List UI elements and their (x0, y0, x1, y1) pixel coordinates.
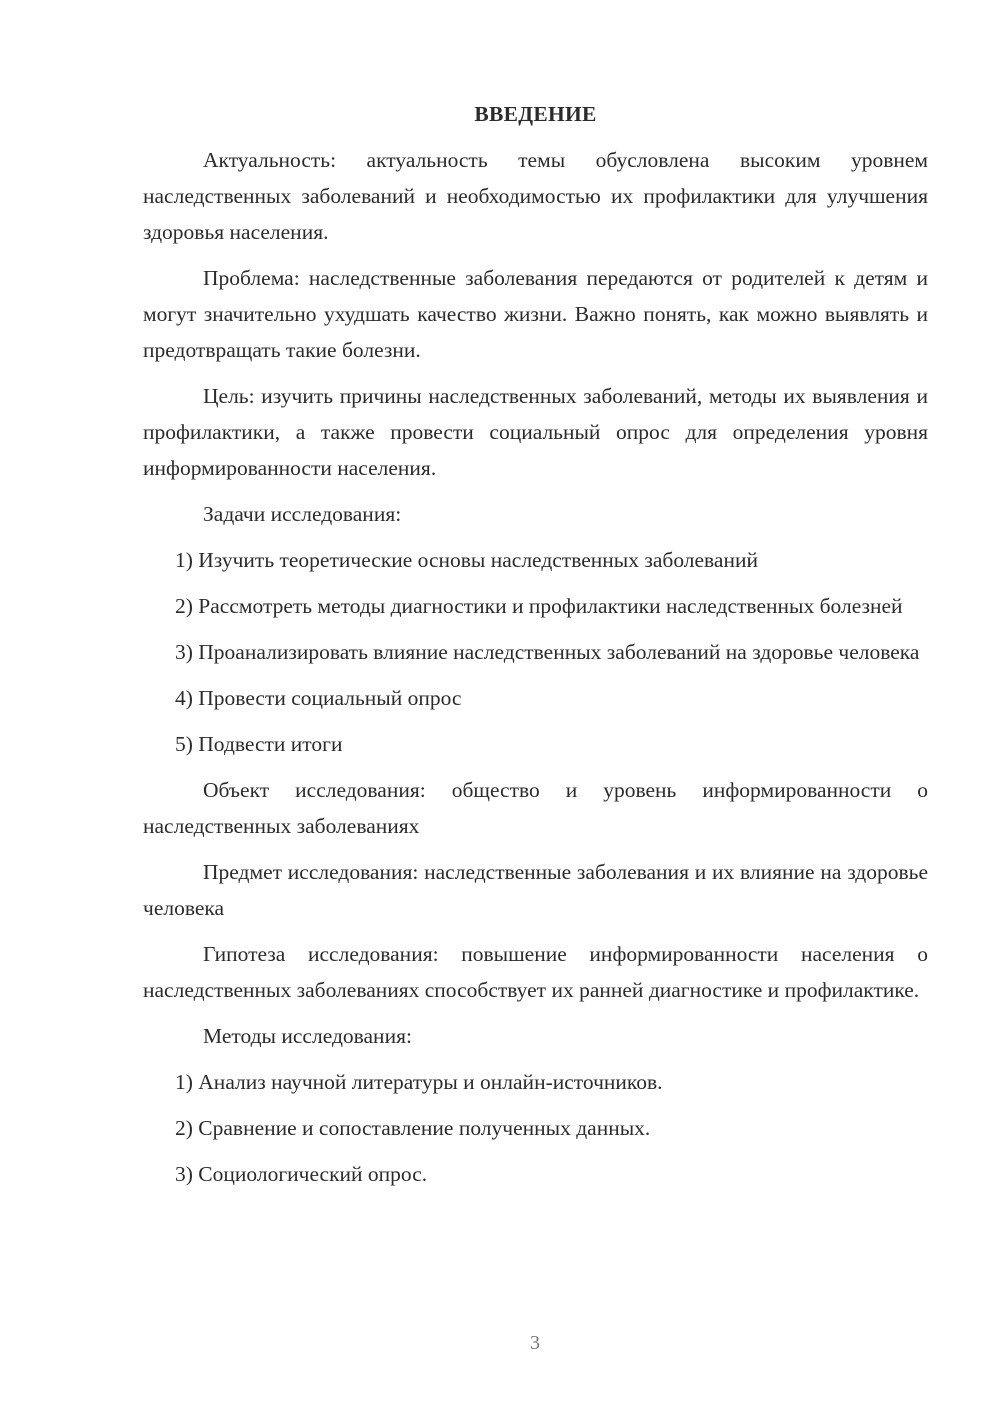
paragraph-subject: Предмет исследования: наследственные заболевания и их влияние на здоровье человека (143, 860, 928, 920)
method-item: 1) Анализ научной литературы и онлайн-источников. (175, 1070, 663, 1094)
method-item: 3) Социологический опрос. (175, 1162, 428, 1186)
page-content (143, 96, 928, 1202)
page-title: ВВЕДЕНИЕ (474, 102, 597, 126)
paragraph-methods-heading: Методы исследования: (203, 1024, 412, 1048)
method-item: 2) Сравнение и сопоставление полученных данных. (175, 1116, 651, 1140)
paragraph-tasks-heading: Задачи исследования: (203, 502, 402, 526)
paragraph-hypothesis: Гипотеза исследования: повышение информированности населения о наследственных заболеваниях способствует их ранней диагностике и профилактике. (143, 942, 928, 1002)
paragraph-object: Объект исследования: общество и уровень информированности о наследственных заболеваниях (143, 778, 928, 838)
page-number: 3 (530, 1332, 540, 1354)
task-item: 3) Проанализировать влияние наследственных заболеваний на здоровье человека (175, 640, 920, 664)
task-item: 5) Подвести итоги (175, 732, 343, 756)
paragraph-relevance: Актуальность: актуальность темы обусловлена высоким уровнем наследственных заболеваний и необходимостью их профилактики для улучшения здоровья населения. (143, 148, 928, 244)
task-item: 1) Изучить теоретические основы наследственных заболеваний (175, 548, 758, 572)
paragraph-problem: Проблема: наследственные заболевания передаются от родителей к детям и могут значительно ухудшать качество жизни. Важно понять, как можно выявлять и предотвращать такие болезни. (143, 266, 928, 362)
task-item: 4) Провести социальный опрос (175, 686, 462, 710)
task-item: 2) Рассмотреть методы диагностики и профилактики наследственных болезней (175, 594, 903, 618)
paragraph-goal: Цель: изучить причины наследственных заболеваний, методы их выявления и профилактики, а также провести социальный опрос для определения уровня информированности населения. (143, 384, 928, 480)
